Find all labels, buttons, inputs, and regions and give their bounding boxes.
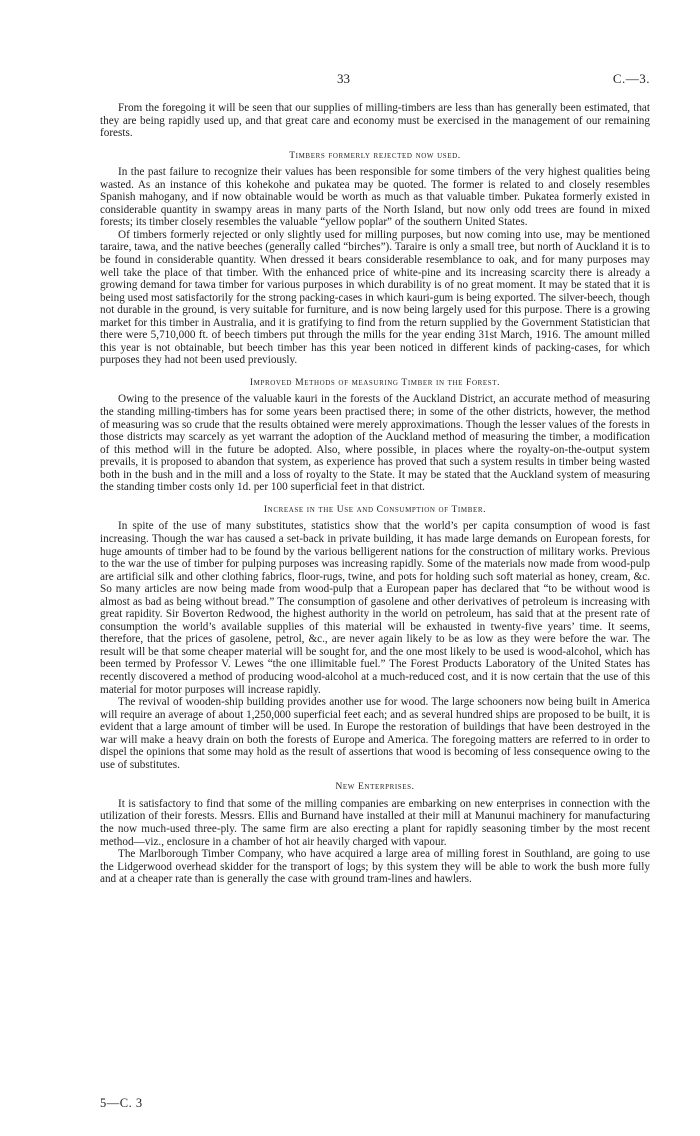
header-spacer	[100, 70, 650, 102]
intro-paragraph: From the foregoing it will be seen that our supplies of milling-timbers are less than has generally been estimated, that they are being rapidly used up, and that great care and economy must be exercised in the management of our remaining forests.	[100, 102, 650, 140]
section-heading-increase-consumption: Increase in the Use and Consumption of Timber.	[263, 503, 487, 515]
paragraph: It is satisfactory to find that some of the milling companies are embarking on new enterprises in connection with the utilization of their forests. Messrs. Ellis and Burnand have installed at their mill at Manunui machinery for manufacturing the now much-used three-ply. The same firm are also erecting a plant for rapidly seasoning timber by the most recent method—viz., enclosure in a chamber of hot air heavily charged with vapour.	[100, 797, 650, 848]
paragraph: In spite of the use of many substitutes, statistics show that the world’s per capita consumption of wood is fast increasing. Though the war has caused a set-back in private building, it has made large demands on European forests, for huge amounts of timber had to be found by the various belligerent nations for the construction of military works. Previous to the war the use of timber for pulping purposes was increasing rapidly. Some of the materials now made from wood-pulp are artificial silk and other clothing fabrics, floor-rugs, twine, and pots for holding such soft material as honey, cream, &c. So many articles are now being made from wood-pulp that a European paper has declared that “to be without wood is almost as bad as being without bread.” The consumption of gasolene and other derivatives of petroleum is increasing with great rapidity. Sir Boverton Redwood, the highest authority in the world on petroleum, has said that at the present rate of consumption the world’s available supplies of this material will be exhausted in twenty-five years’ time. It seems, therefore, that the prices of gasolene, petrol, &c., are never again likely to be as low as they were before the war. The result will be that some cheaper material will be sought for, and the one most likely to be used is wood-alcohol, which has been termed by Professor V. Lewes “the one illimitable fuel.” The Forest Products Laboratory of the United States has recently discovered a method of producing wood-alcohol at a much-reduced cost, and it is now certain that the use of this material for motor purposes will increase rapidly.	[100, 520, 650, 696]
paragraph: In the past failure to recognize their values has been responsible for some timbers of the very highest qualities being wasted. As an instance of this kohekohe and pukatea may be quoted. The former is related to and closely resembles Spanish mahogany, and if now obtainable would be worth as much as that valuable timber. Pukatea formerly existed in considerable quantity in swampy areas in many parts of the North Island, but now only odd trees are found in mixed forests; its timber closely resembles the valuable “yellow poplar” of the southern United States.	[100, 166, 650, 229]
footer-signature: 5—C. 3	[100, 1096, 143, 1110]
section-heading-timbers-rejected: Timbers formerly rejected now used.	[289, 149, 461, 161]
paragraph: Of timbers formerly rejected or only slightly used for milling purposes, but now coming into use, may be mentioned taraire, tawa, and the native beeches (generally called “birches”). Taraire is only a small tree, but north of Auckland it is to be found in considerable quantity. When dressed it bears considerable resemblance to oak, and for many purposes may well take the place of that timber. With the enhanced price of white-pine and its increasing scarcity there is already a growing demand for tawa timber for various purposes in which durability is of no great moment. It may be stated that it is being used most satisfactorily for the strong packing-cases in which kauri-gum is being exported. The silver-beech, though not durable in the ground, is very suitable for furniture, and is now being largely used for this purpose. There is a growing market for this timber in Australia, and it is gratifying to find from the return supplied by the Government Statistician that there were 5,710,000 ft. of beech timbers put through the mills for the year ending 31st March, 1916. The amount milled this year is not obtainable, but beech timber has this year been noticed in different kinds of packing-cases, for which purposes they had not been used previously.	[100, 228, 650, 367]
paragraph: The revival of wooden-ship building provides another use for wood. The large schooners now being built in America will require an average of about 1,250,000 superficial feet each; and as several hundred ships are proposed to be built, it is evident that a large amount of timber will be used. In Europe the restoration of buildings that have been destroyed in the war will make a heavy drain on both the forests of Europe and America. The foregoing matters are referred to in order to dispel the opinions that some may hold as the result of assertions that wood is becoming of less consequence owing to the use of substitutes.	[100, 696, 650, 771]
section-heading-measuring-methods: Improved Methods of measuring Timber in the Forest.	[249, 376, 501, 388]
paragraph: Owing to the presence of the valuable kauri in the forests of the Auckland District, an accurate method of measuring the standing milling-timbers has for some years been practised there; in some of the other districts, however, the method of measuring was so crude that the results obtained were merely approximations. Though the lesser values of the forests in those districts may scarcely as yet warrant the adoption of the Auckland method of measuring the timber, a modification of this method will in the future be adopted. Also, where possible, in places where the royalty-on-the-output system prevails, it is proposed to abandon that system, as experience has proved that such a system results in timber being wasted both in the bush and in the mill and a loss of royalty to the State. It may be stated that the Auckland system of measuring the standing timber costs only 1d. per 100 superficial feet in that district.	[100, 393, 650, 494]
paragraph: The Marlborough Timber Company, who have acquired a large area of milling forest in Southland, are going to use the Lidgerwood overhead skidder for the transport of logs; by this system they will be able to work the bush more fully and at a cheaper rate than is generally the case with ground tram-lines and hawlers.	[100, 848, 650, 886]
page-number: 33	[337, 71, 350, 86]
document-reference: C.—3.	[612, 71, 650, 86]
section-heading-new-enterprises: New Enterprises.	[335, 781, 415, 793]
